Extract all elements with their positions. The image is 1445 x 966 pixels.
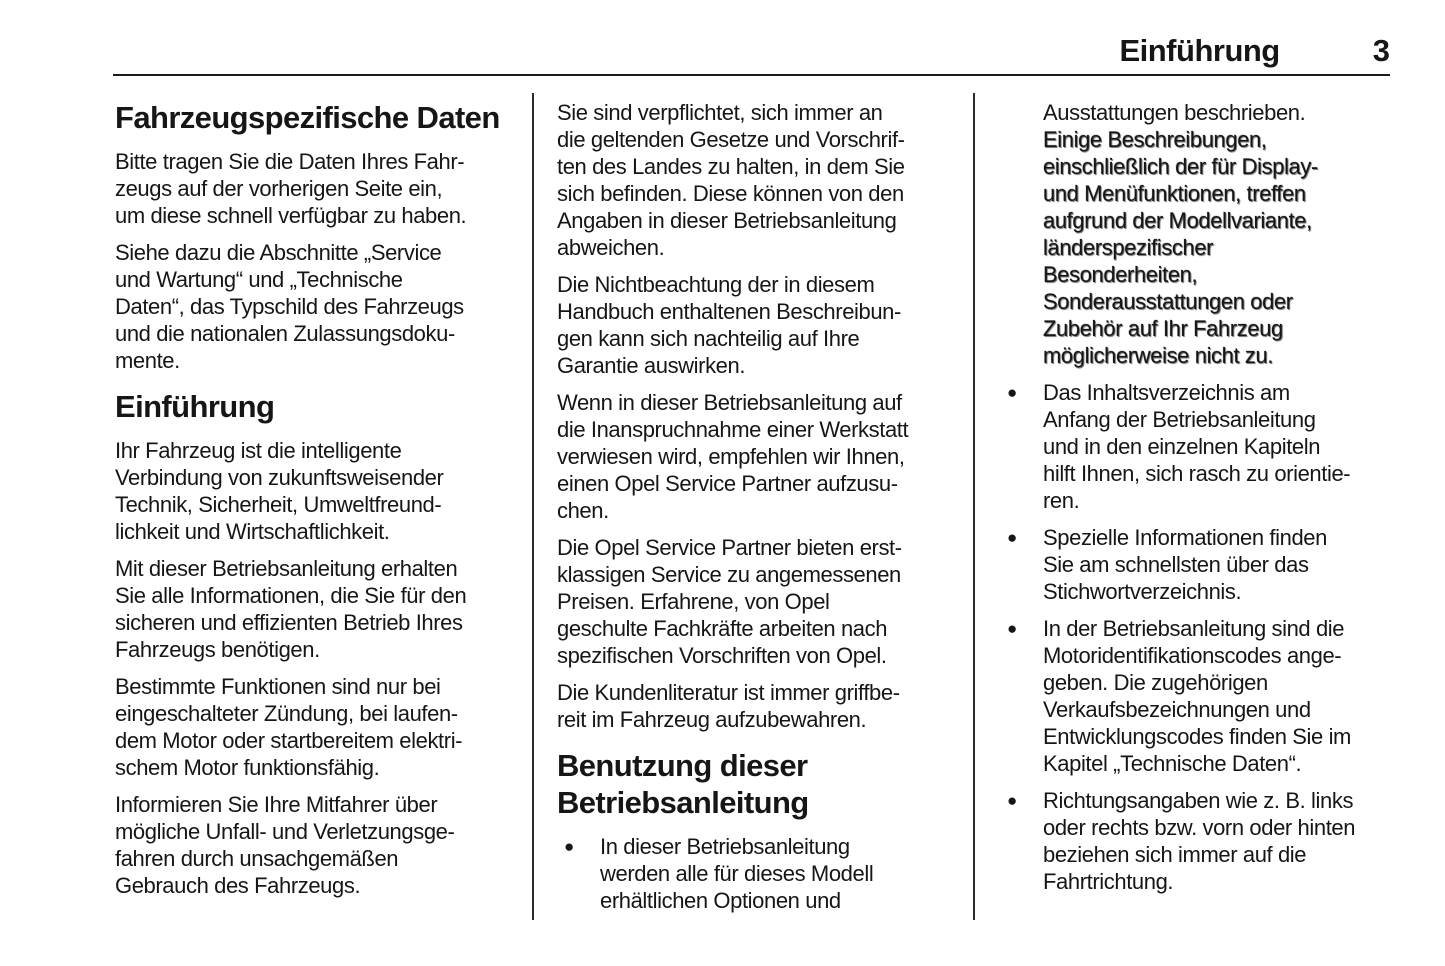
paragraph: Bestimmte Funktionen sind nur bei eingeschalteter Zündung, bei laufen- dem Motor oder startbereitem elektri- schem Motor funktionsfähig. bbox=[115, 674, 463, 780]
paragraph: Die Opel Service Partner bieten erst- klassigen Service zu angemessenen Preisen. Erfahrene, von Opel geschulte Fachkräfte arbeiten nach spezifischen Vorschriften von Opel. bbox=[557, 535, 902, 668]
bullet-icon: ● bbox=[1007, 383, 1017, 402]
list-item bbox=[1000, 787, 1390, 895]
list-item bbox=[1000, 615, 1390, 777]
paragraph: Mit dieser Betriebsanleitung erhalten Sie alle Informationen, die Sie für den sicheren und effizienten Betrieb Ihres Fahrzeugs benötigen. bbox=[115, 556, 467, 662]
bullet-continuation bbox=[1000, 99, 1390, 369]
bullet-icon: ● bbox=[1007, 528, 1017, 547]
paragraph: Ihr Fahrzeug ist die intelligente Verbindung von zukunftsweisender Technik, Sicherheit, Umweltfreund- lichkeit und Wirtschaftlichkeit. bbox=[115, 438, 444, 544]
bullet-continuation-rest: Einige Beschreibungen, einschließlich der für Display- und Menüfunktionen, treffen aufgrund der Modellvariante, länderspezifischer Besonderheiten, Sonderausstattungen oder Zubehör auf Ihr Fahrzeug möglicherweise nicht zu. bbox=[1043, 127, 1318, 368]
paragraph: Wenn in dieser Betriebsanleitung auf die Inanspruchnahme einer Werkstatt verwiesen wird, empfehlen wir Ihnen, einen Opel Service Partner aufzusu- chen. bbox=[557, 390, 909, 523]
bullet-text: In dieser Betriebsanleitung werden alle für dieses Modell erhältlichen Optionen und bbox=[600, 834, 874, 913]
column-divider-2 bbox=[973, 93, 975, 920]
list-item bbox=[557, 833, 952, 914]
chapter-title: Einführung bbox=[1119, 33, 1280, 68]
bullet-text: Spezielle Informationen finden Sie am schnellsten über das Stichwortverzeichnis. bbox=[1043, 525, 1327, 604]
bullet-text: Richtungsangaben wie z. B. links oder rechts bzw. vorn oder hinten beziehen sich immer auf die Fahrtrichtung. bbox=[1043, 788, 1356, 894]
column-divider-1 bbox=[532, 93, 534, 920]
bullet-text: Das Inhaltsverzeichnis am Anfang der Betriebsanleitung und in den einzelnen Kapiteln hilft Ihnen, sich rasch zu orientie- ren. bbox=[1043, 380, 1351, 513]
section-heading-using-manual: Benutzung dieser Betriebsanleitung bbox=[557, 748, 809, 820]
header-rule bbox=[113, 74, 1390, 76]
column-3 bbox=[1000, 93, 1390, 905]
bullet-continuation-first-line: Ausstattungen beschrieben. bbox=[1043, 100, 1306, 125]
paragraph: Sie sind verpflichtet, sich immer an die geltenden Gesetze und Vorschrif- ten des Landes zu halten, in dem Sie sich befinden. Diese können von den Angaben in dieser Betriebsanleitung abweichen. bbox=[557, 100, 905, 260]
list-item bbox=[1000, 524, 1390, 605]
page-number: 3 bbox=[1372, 33, 1390, 68]
bullet-text: In der Betriebsanleitung sind die Motoridentifikationscodes ange- geben. Die zugehörigen Verkaufsbezeichnungen und Entwicklungscodes finden Sie im Kapitel „Technische Daten“. bbox=[1043, 616, 1351, 776]
paragraph: Bitte tragen Sie die Daten Ihres Fahr- zeugs auf der vorherigen Seite ein, um diese schnell verfügbar zu haben. bbox=[115, 149, 467, 228]
paragraph: Die Nichtbeachtung der in diesem Handbuch enthaltenen Beschreibun- gen kann sich nachteilig auf Ihre Garantie auswirken. bbox=[557, 272, 901, 378]
page-header bbox=[115, 33, 1390, 69]
paragraph: Siehe dazu die Abschnitte „Service und Wartung“ und „Technische Daten“, das Typschild des Fahrzeugs und die nationalen Zulassungsdoku- mente. bbox=[115, 240, 464, 373]
paragraph: Informieren Sie Ihre Mitfahrer über mögliche Unfall- und Verletzungsge- fahren durch unsachgemäßen Gebrauch des Fahrzeugs. bbox=[115, 792, 455, 898]
list-item bbox=[1000, 379, 1390, 514]
section-heading-introduction: Einführung bbox=[115, 389, 275, 424]
bullet-icon: ● bbox=[564, 837, 574, 856]
section-heading-vehicle-data: Fahrzeugspezifische Daten bbox=[115, 100, 500, 135]
column-1 bbox=[115, 93, 512, 909]
bullet-icon: ● bbox=[1007, 791, 1017, 810]
content-columns bbox=[115, 93, 1390, 924]
bullet-icon: ● bbox=[1007, 619, 1017, 638]
column-2 bbox=[557, 93, 952, 924]
paragraph: Die Kundenliteratur ist immer griffbe- reit im Fahrzeug aufzubewahren. bbox=[557, 680, 900, 732]
